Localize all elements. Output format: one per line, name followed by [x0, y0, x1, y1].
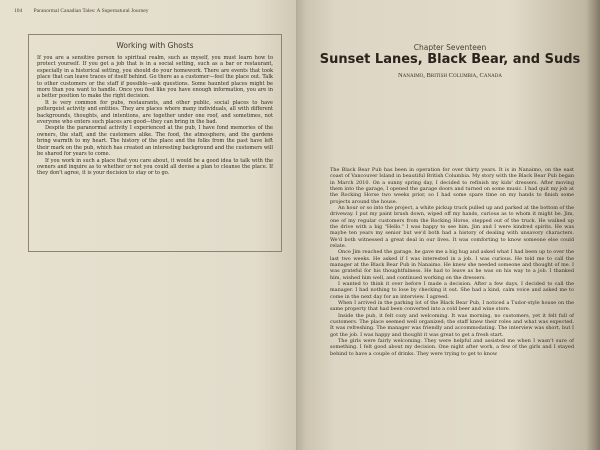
- chapter-paragraph: The Black Bear Pub has been in operation for over thirty years. It is in Nanaimo, on the east coast of Vancouver Island in beautiful British Columbia. My story with the Black Bear Pub began in March 2010. On a sunny spring day, I decided to refinish my kids' dressers. After moving them into the garage, I opened the garage doors and turned on some music. I had quit my job at the Rocking Horse two weeks prior, so I had some spare time on my hands to finish some projects around the house.: [330, 167, 574, 205]
- chapter-body: [330, 167, 574, 357]
- gutter-shadow: [296, 0, 306, 450]
- running-header: [14, 8, 148, 14]
- sidebar-box: [28, 34, 282, 252]
- chapter-paragraph: The girls were fairly welcoming. They were helpful and assisted me when I wasn't sure of something. I felt good about my decision. One night after work, a few of the girls and I stayed behind to have a couple of drinks. They were trying to get to know: [330, 337, 574, 357]
- sidebar-paragraph: It is very common for pubs, restaurants, and other public, social places to have poltergeist activity and entities. They are places where many individuals, all with different backgrounds, thoughts, and intentions, are together under one roof, and sometimes, not everyone who enters such places are good—they can bring in the bad.: [37, 99, 273, 126]
- sidebar-paragraph: Despite the paranormal activity I experienced at the pub, I have fond memories of the owners, the staff, and the customers alike. The food, the atmosphere, and the gardens bring warmth to my heart. The history of the place and the folks from the past have left their mark on the pub, which has created an interesting background and the customers will be shared for years to come.: [37, 125, 273, 158]
- sidebar-title: Working with Ghosts: [116, 41, 194, 50]
- sidebar-paragraph: If you are a sensitive person to spiritual realm, such as myself, you must learn how to protect yourself. If you get a job that is in a social setting, such as a bar or restaurant, especially in a historical setting, you should do your homework. There are events that took place that can leave traces of itself behind. Go there as a customer—feel the place out. Talk to other customers or the staff if possible—ask questions. Some haunted places might be more than you want to handle. Once you feel like you have enough information, you are in a better position to make the right decision.: [37, 55, 273, 100]
- chapter-paragraph: When I arrived in the parking lot of the Black Bear Pub, I noticed a Tudor-style house on the same property that had been converted into a cold beer and wine store.: [330, 299, 574, 313]
- running-head-title: Paranormal Canadian Tales: A Supernatural Journey: [33, 8, 149, 14]
- chapter-text: [330, 167, 574, 357]
- chapter-title: Sunset Lanes, Black Bear, and Suds: [319, 52, 581, 67]
- chapter-paragraph: I wanted to think it over before I made a decision. After a few days, I decided to call the manager. I had nothing to lose by checking it out. She had a kind, calm voice and asked me to come in the next day for an interview. I agreed.: [330, 280, 574, 300]
- chapter-paragraph: Once Jim reached the garage, he gave me a big hug and asked what I had been up to over the last two weeks. He asked if I was interested in a job. I was curious. He told me to call the manager at the Black Bear Pub in Nanaimo. He knew she needed someone and thought of me. I was grateful for his thoughtfulness. He had to leave as he was on his way to a job. I thanked him, wished him well, and continued working on the dressers.: [330, 249, 574, 281]
- chapter-label: Chapter Seventeen: [413, 43, 487, 52]
- chapter-paragraph: Inside the pub, it felt cozy and welcoming. It was morning, no customers, yet it felt full of customers. The place seemed well organized; the staff knew their roles and what was expected. It was refreshing. The manager was friendly and accommodating. The interview was short, but I got the job. I was happy and thought it was great to get a fresh start.: [330, 312, 574, 338]
- sidebar-body: [37, 55, 273, 177]
- chapter-paragraph: An hour or so into the project, a white pickup truck pulled up and parked at the bottom of the driveway. I put my paint brush down, wiped off my hands, curious as to whom it might be. Jim, one of my regular customers from the Rocking Horse, stepped out of the truck. He walked up the drive with a big "Hello." I was happy to see him. Jim and I were kindred spirits. He was maybe ten years my senior but we'd both had a history of dealing with unsavory characters. We'd both witnessed a great deal in our lives. It was comforting to know someone else could relate.: [330, 204, 574, 249]
- page-edge-shadow: [586, 0, 600, 450]
- page-number: 104: [14, 8, 23, 14]
- chapter-location: Nanaimo, British Columbia, Canada: [398, 72, 502, 79]
- sidebar-paragraph: If you work in such a place that you care about, it would be a good idea to talk with the owners and inquire as to whether or not you could all devise a plan to cleanse the place. If they don't agree, it is your decision to stay or to go.: [37, 157, 273, 177]
